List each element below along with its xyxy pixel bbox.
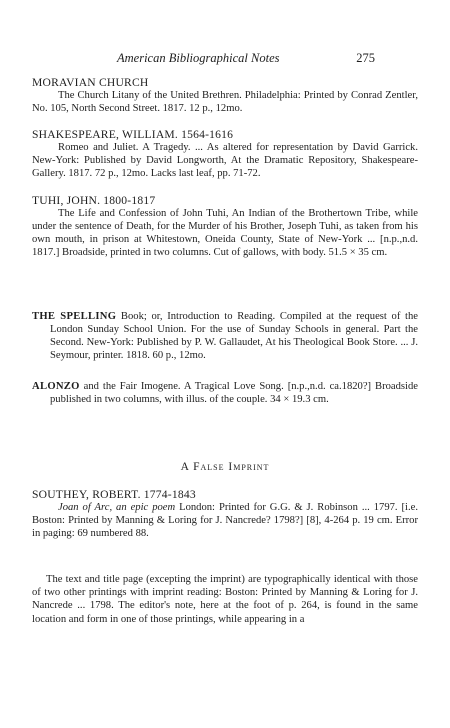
entry-body: The Life and Confession of John Tuhi, An Indian of the Brothertown Tribe, while under the sentence of Death, for the Murder of his Brother, Joseph Tuhi, as taken from his own mouth, in prison at Whitestown, Oneida County, State of New-York ... [n.p.,n.d. 1817.] Broadside, printed in two columns. Cut of gallows, with body. 51.5 × 35 cm.: [32, 208, 418, 259]
entry-body: Romeo and Juliet. A Tragedy. ... As altered for representation by David Garrick. New-York: Published by David Longworth, At the Dramatic Repository, Shakespeare-Gallery. 1817. 72 p., 12mo. Lacks last leaf, pp. 71-72.: [32, 142, 418, 180]
entry-moravian: [32, 76, 418, 115]
entry-lead: ALONZO: [32, 381, 80, 392]
entry-heading: MORAVIAN CHURCH: [32, 76, 149, 89]
entry-text: and the Fair Imogene. A Tragical Love Song. [n.p.,n.d. ca.1820?] Broadside published in two columns, with illus. of the couple. 34 × 19.3 cm.: [50, 381, 418, 406]
entry-tuhi: [32, 194, 418, 259]
running-title: American Bibliographical Notes: [117, 51, 280, 65]
entry-text: Book; or, Introduction to Reading. Compiled at the request of the London Sunday School Union. For the use of Sunday Schools in general. Part the Second. New-York: Published by P. W. Gallaudet, At his Theological Book Store. ... J. Seymour, printer. 1818. 60 p., 12mo.: [50, 311, 418, 362]
entry-heading: SOUTHEY, ROBERT. 1774-1843: [32, 488, 196, 501]
entry-body: [32, 310, 418, 362]
entry-text: London: Printed for G.G. & J. Robinson ... 1797. [i.e. Boston: Printed by Manning & Loring for J. Nancrede? 1798?] [8], 4-264 p. 19 cm. Error in paging: 69 numbered 88.: [32, 502, 418, 540]
running-header: [0, 51, 450, 69]
entry-body: [32, 380, 418, 406]
entry-body: The Church Litany of the United Brethren. Philadelphia: Printed by Conrad Zentler, No. 105, North Second Street. 1817. 12 p., 12mo.: [32, 90, 418, 115]
entry-body: [32, 501, 418, 540]
entry-lead: THE SPELLING: [32, 311, 117, 322]
book-title: Joan of Arc, an epic poem: [58, 502, 176, 514]
page-number: 275: [356, 51, 375, 65]
entry-spelling-book: [32, 310, 418, 362]
entry-southey: [32, 488, 418, 540]
entry-heading: TUHI, JOHN. 1800-1817: [32, 194, 156, 207]
commentary-paragraph: The text and title page (excepting the imprint) are typographically identical with those of two other printings with imprint reading: Boston: Printed by Manning & Loring for J. Nancrede ... 1798. The editor's note, here at the foot of p. 264, is found in the same location and form in one of those printings, while appearing in a: [32, 574, 418, 625]
section-title: A False Imprint: [180, 461, 270, 473]
entry-heading: SHAKESPEARE, WILLIAM. 1564-1616: [32, 128, 234, 141]
entry-shakespeare: [32, 128, 418, 180]
entry-alonzo: [32, 380, 418, 406]
